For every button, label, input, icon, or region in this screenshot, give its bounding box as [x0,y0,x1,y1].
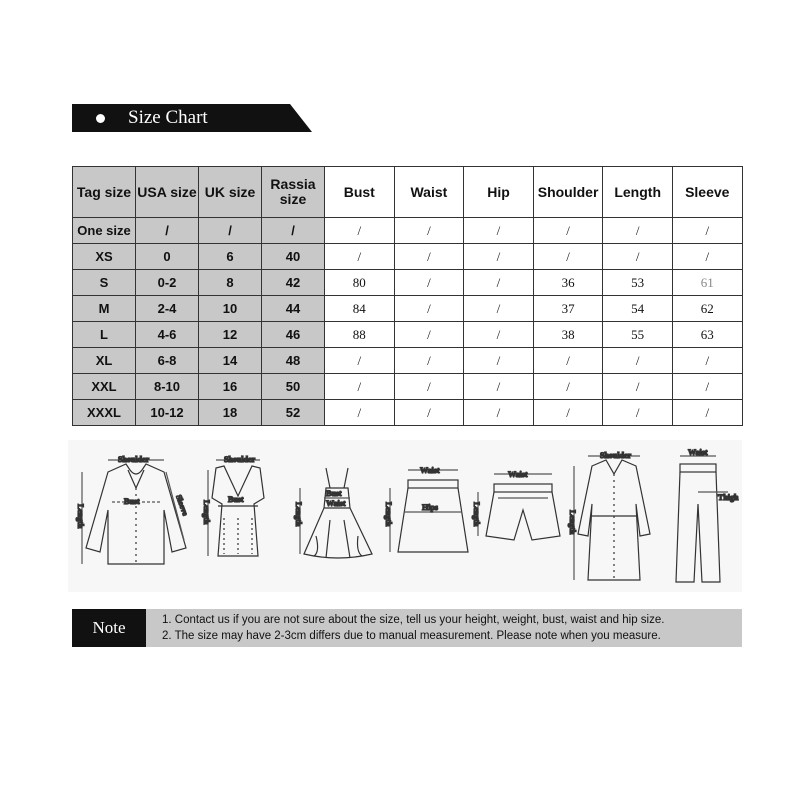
cell-usa: 2-4 [136,296,199,322]
cell-waist: / [394,374,464,400]
header-shoulder: Shoulder [533,167,603,218]
label-waist-4: Waist [688,448,708,457]
cell-sleeve: / [672,348,742,374]
cell-uk: / [199,218,262,244]
cell-tag: L [73,322,136,348]
cell-bust: / [325,374,395,400]
cell-sleeve: 61 [672,270,742,296]
cell-shoulder: 36 [533,270,603,296]
cell-bust: 88 [325,322,395,348]
cell-hip: / [464,322,534,348]
cell-tag: M [73,296,136,322]
cell-sleeve: 63 [672,322,742,348]
cell-tag: XXXL [73,400,136,426]
cell-waist: / [394,348,464,374]
header-sleeve: Sleeve [672,167,742,218]
blouse-icon [82,460,186,564]
shorts-icon [478,474,560,540]
cell-shoulder: 38 [533,322,603,348]
label-length-2: Length [202,500,211,525]
header-waist: Waist [394,167,464,218]
cell-bust: 80 [325,270,395,296]
table-row [73,296,743,322]
page-title: Size Chart [128,107,208,128]
cell-waist: / [394,322,464,348]
cell-uk: 18 [199,400,262,426]
cell-sleeve: 62 [672,296,742,322]
table-header-row [73,167,743,218]
cell-rassia: 42 [262,270,325,296]
label-thigh: Thigh [718,493,739,502]
cell-shoulder: / [533,374,603,400]
cell-hip: / [464,348,534,374]
cell-bust: / [325,218,395,244]
cell-shoulder: / [533,400,603,426]
header-hip: Hip [464,167,534,218]
cell-hip: / [464,218,534,244]
cell-tag: XXL [73,374,136,400]
cell-bust: / [325,400,395,426]
header-uk-size: UK size [199,167,262,218]
cell-rassia: 52 [262,400,325,426]
cell-tag: XL [73,348,136,374]
cell-uk: 12 [199,322,262,348]
cell-length: / [603,244,673,270]
cell-rassia: 48 [262,348,325,374]
cell-waist: / [394,296,464,322]
cell-length: / [603,400,673,426]
cell-uk: 14 [199,348,262,374]
cell-waist: / [394,270,464,296]
cell-rassia: 44 [262,296,325,322]
cell-usa: 4-6 [136,322,199,348]
header-length: Length [603,167,673,218]
table-row [73,374,743,400]
cell-waist: / [394,218,464,244]
cell-sleeve: / [672,400,742,426]
table-row [73,270,743,296]
label-shoulder-2: Shoulder [224,455,256,464]
cell-sleeve: / [672,218,742,244]
garment-illustrations [68,440,742,592]
label-shoulder-3: Shoulder [600,451,632,460]
note-label: Note [72,609,146,647]
label-shoulder-1: Shoulder [118,455,150,464]
label-hips-1: Hips [422,503,439,512]
cell-length: 53 [603,270,673,296]
table-row [73,348,743,374]
cell-bust: / [325,348,395,374]
header-rassia-size: Rassia size [262,167,325,218]
note-line-2: 2. The size may have 2-3cm differs due to manual measurement. Please note when you measure. [162,630,661,642]
label-sleeve: Sleeve [174,493,190,517]
cell-tag: One size [73,218,136,244]
cell-usa: 0 [136,244,199,270]
cell-length: / [603,374,673,400]
cell-uk: 16 [199,374,262,400]
cell-hip: / [464,400,534,426]
cell-rassia: 46 [262,322,325,348]
cell-usa: 8-10 [136,374,199,400]
bullet-icon [96,114,105,123]
cell-tag: XS [73,244,136,270]
cell-bust: / [325,244,395,270]
cell-usa: 10-12 [136,400,199,426]
cell-hip: / [464,296,534,322]
table-row [73,322,743,348]
cell-rassia: 50 [262,374,325,400]
cell-tag: S [73,270,136,296]
header-tag-size: Tag size [73,167,136,218]
cell-waist: / [394,244,464,270]
table-row [73,244,743,270]
cell-uk: 6 [199,244,262,270]
table-row [73,218,743,244]
pants-icon [676,456,728,582]
cell-shoulder: / [533,218,603,244]
cell-shoulder: / [533,348,603,374]
cell-hip: / [464,244,534,270]
header-bust: Bust [325,167,395,218]
label-bust-2: Bust [228,495,244,504]
slip-dress-icon [300,468,372,558]
label-waist-2: Waist [420,466,440,475]
label-length-3: Length [294,502,303,527]
size-table [72,166,743,426]
cell-sleeve: / [672,374,742,400]
cell-shoulder: / [533,244,603,270]
label-bust-1: Bust [124,497,140,506]
label-length-6: Length [568,510,577,535]
table-row [73,400,743,426]
cell-usa: 0-2 [136,270,199,296]
trench-coat-icon [574,456,650,580]
label-bust-3: Bust [326,489,342,498]
cell-length: / [603,348,673,374]
cell-hip: / [464,374,534,400]
cell-rassia: / [262,218,325,244]
header-usa-size: USA size [136,167,199,218]
cell-usa: / [136,218,199,244]
label-length-5: Length [472,502,481,527]
label-waist-1: Waist [326,499,346,508]
cell-shoulder: 37 [533,296,603,322]
cell-uk: 10 [199,296,262,322]
cell-waist: / [394,400,464,426]
cell-length: 55 [603,322,673,348]
cell-length: / [603,218,673,244]
note-box [72,609,742,647]
cami-top-icon [208,460,264,556]
cell-bust: 84 [325,296,395,322]
note-line-1: 1. Contact us if you are not sure about the size, tell us your height, weight, bust, waist and hip size. [162,614,665,626]
size-chart-banner [72,104,312,132]
label-length-1: Length [76,504,85,529]
label-length-4: Length [384,502,393,527]
cell-length: 54 [603,296,673,322]
cell-hip: / [464,270,534,296]
cell-rassia: 40 [262,244,325,270]
cell-sleeve: / [672,244,742,270]
cell-usa: 6-8 [136,348,199,374]
cell-uk: 8 [199,270,262,296]
label-waist-3: Waist [508,470,528,479]
